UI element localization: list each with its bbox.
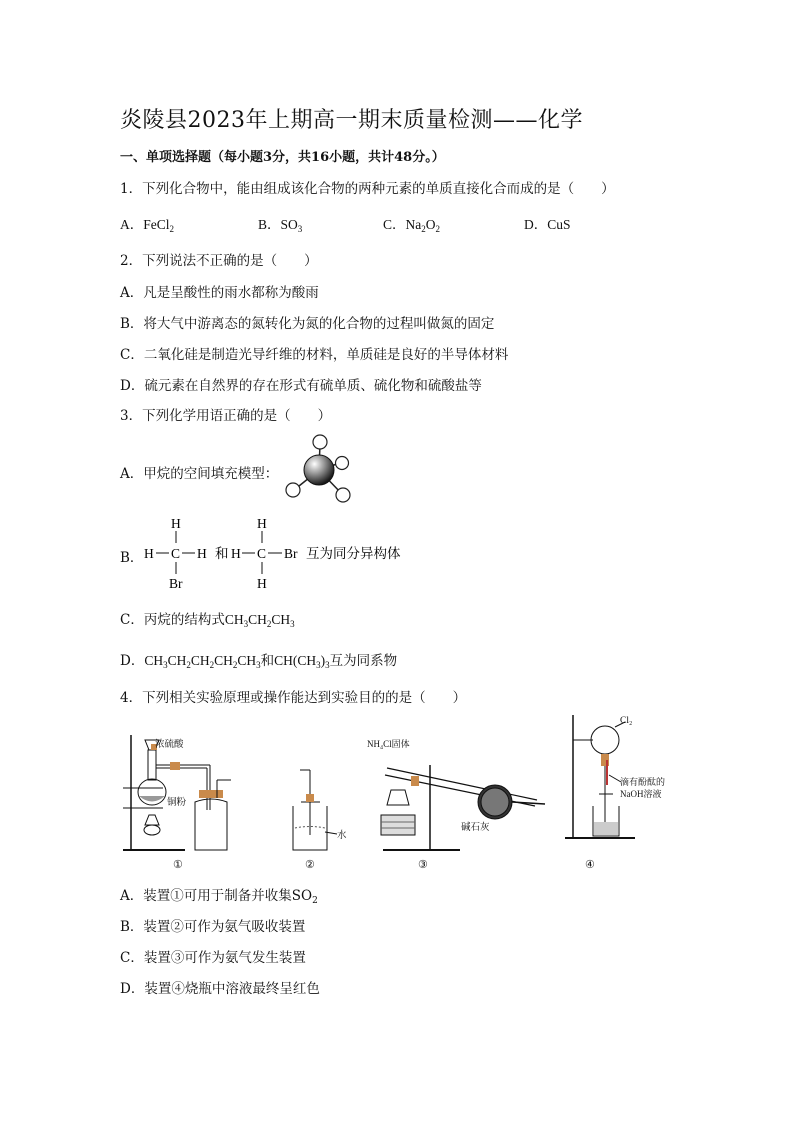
hydrogen-atom <box>336 457 349 470</box>
q2-stem: 2．下列说法不正确的是（ ） <box>120 253 318 269</box>
label-conc-acid: 浓硫酸 <box>155 740 184 750</box>
q3-option-b-label: B． <box>120 550 144 566</box>
struct2-br: Br <box>284 546 298 561</box>
struct2-h-left: H <box>231 546 241 561</box>
q4-stem: 4．下列相关实验原理或操作能达到实验目的的是（ ） <box>120 690 467 706</box>
q1-option-d: D．CuS <box>524 217 571 232</box>
q4-option-c: C．装置③可作为氨气发生装置 <box>120 950 306 966</box>
q2-option-c: C．二氧化硅是制造光导纤维的材料，单质硅是良好的半导体材料 <box>120 347 509 363</box>
q1-option-c: C．$Na_2O_2$ <box>383 217 441 234</box>
struct1-h-right: H <box>197 546 207 561</box>
label-phenol-2: NaOH溶液 <box>620 789 662 799</box>
label-n1: ① <box>173 859 183 871</box>
q3-b-tail: 互为同分异构体 <box>306 546 401 561</box>
label-cl2: Cl₂ <box>620 716 633 726</box>
q2-option-b: B．将大气中游离态的氮转化为氮的化合物的过程叫做氮的固定 <box>120 316 495 332</box>
q2-option-d: D．硫元素在自然界的存在形式有硫单质、硫化物和硫酸盐等 <box>120 378 482 394</box>
apparatus-2 <box>293 770 337 850</box>
q3-option-b-structures <box>142 513 412 593</box>
hydrogen-atom <box>313 435 327 449</box>
q1-stem: 1．下列化合物中，能由组成该化合物的两种元素的单质直接化合而成的是（ ） <box>120 181 615 197</box>
q4-option-b: B．装置②可作为氨气吸收装置 <box>120 919 306 935</box>
q3-option-c: C．丙烷的结构式$CH_3CH_2CH_3$ <box>120 612 295 629</box>
label-copper: 铜粉 <box>167 798 187 808</box>
q3-option-a: A．甲烷的空间填充模型： <box>120 466 279 482</box>
q2-option-a: A．凡是呈酸性的雨水都称为酸雨 <box>120 285 319 301</box>
methane-model-figure <box>282 432 358 504</box>
struct1-h-left: H <box>144 546 154 561</box>
hydrogen-atom <box>286 483 300 497</box>
q4-option-d: D．装置④烧瓶中溶液最终呈红色 <box>120 981 320 997</box>
q3-stem: 3．下列化学用语正确的是（ ） <box>120 408 332 424</box>
q4-option-a: A．装置①可用于制备并收集$SO_2$ <box>120 888 318 906</box>
struct1-br: Br <box>169 576 183 591</box>
q3-b-and: 和 <box>215 546 229 561</box>
label-n3: ③ <box>418 859 428 871</box>
label-water: 水 <box>337 831 347 841</box>
label-nh4cl: NH₄Cl固体 <box>367 739 410 749</box>
page-title: 炎陵县2023年上期高一期末质量检测——化学 <box>120 108 583 133</box>
struct2-h-top: H <box>257 516 267 531</box>
q1-option-a: A．FeCl$_2$ <box>120 217 175 234</box>
label-phenol-1: 滴有酚酞的 <box>620 777 666 787</box>
q1-option-b: B．$SO_3$ <box>258 217 303 234</box>
hydrogen-atom <box>336 488 350 502</box>
label-n2: ② <box>305 859 315 871</box>
apparatus-1 <box>123 735 231 850</box>
q4-apparatus-figure <box>115 710 715 880</box>
struct1-c: C <box>171 546 181 561</box>
label-n4: ④ <box>585 859 595 871</box>
struct2-h-bottom: H <box>257 576 267 591</box>
carbon-atom <box>304 455 334 485</box>
struct1-h-top: H <box>171 516 181 531</box>
apparatus-3 <box>381 765 545 850</box>
struct2-c: C <box>257 546 267 561</box>
section-heading: 一、单项选择题（每小题3分，共16小题，共计48分。） <box>120 150 445 165</box>
label-soda-lime: 碱石灰 <box>461 823 490 833</box>
q3-option-d: D．$CH_3CH_2CH_2CH_2CH_3$和$CH(CH_3)_3$互为同系物 <box>120 653 398 670</box>
